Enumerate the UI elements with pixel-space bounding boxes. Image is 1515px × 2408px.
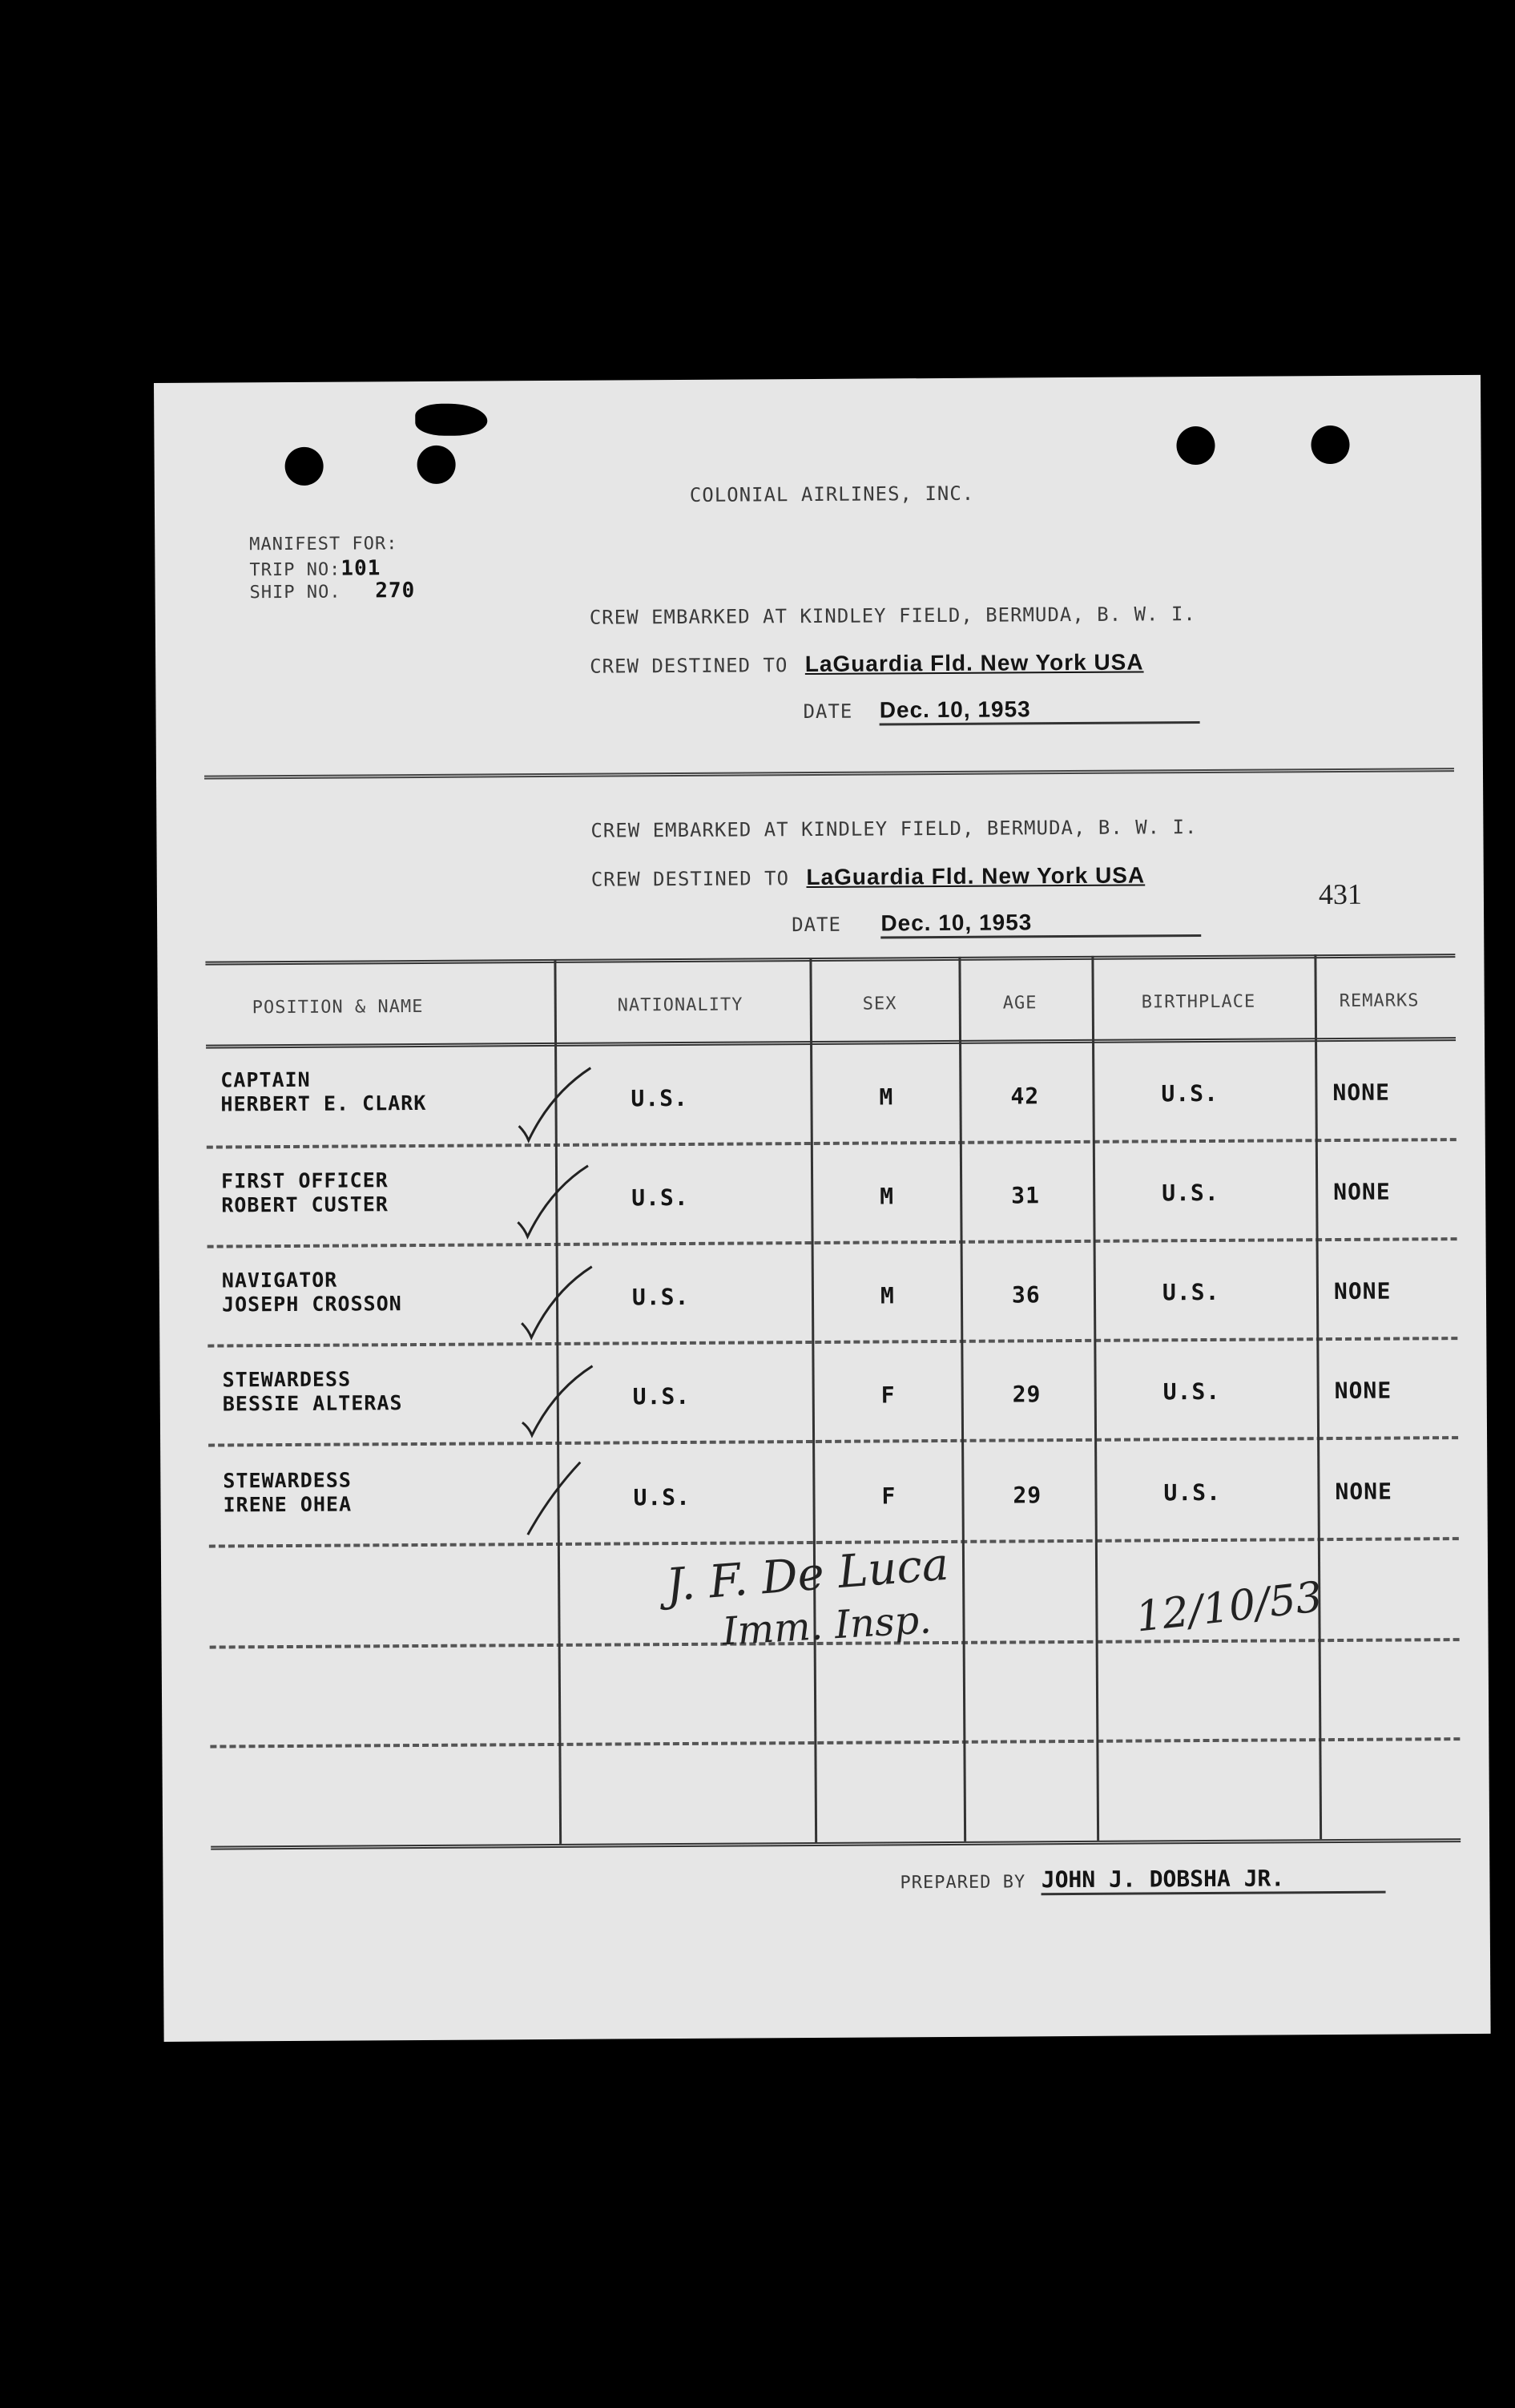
row1-birthplace: U.S.: [1161, 1079, 1219, 1107]
section1-date: Dec. 10, 1953: [880, 696, 1200, 725]
row1-name: HERBERT E. CLARK: [220, 1091, 427, 1116]
column-divider-5: [1314, 954, 1322, 1839]
row3-nationality: U.S.: [631, 1283, 690, 1311]
row5-nationality: U.S.: [633, 1483, 691, 1511]
prepared-by-line: [900, 1865, 1386, 1897]
ship-number-line: [250, 579, 416, 603]
row-divider-2: [208, 1237, 1457, 1248]
row4-remarks: NONE: [1334, 1377, 1392, 1405]
section2-destined-label: CREW DESTINED TO: [590, 867, 790, 891]
row4-nationality: U.S.: [632, 1382, 691, 1410]
ship-number: 270: [375, 579, 416, 603]
company-name: COLONIAL AIRLINES, INC.: [689, 482, 975, 506]
row1-remarks: NONE: [1332, 1079, 1390, 1107]
row1-nationality: U.S.: [631, 1084, 689, 1112]
ink-blot: [415, 403, 487, 436]
row3-remarks: NONE: [1333, 1277, 1392, 1305]
check-mark-2: [518, 1166, 589, 1237]
column-divider-3: [958, 957, 966, 1841]
section1-embarked: CREW EMBARKED AT KINDLEY FIELD, BERMUDA, B. W. I.: [589, 603, 1196, 629]
table-bottom-border: [211, 1838, 1461, 1850]
row2-birthplace: U.S.: [1162, 1179, 1219, 1207]
check-mark-4: [522, 1366, 594, 1436]
row3-age: 36: [1011, 1281, 1041, 1309]
section2-date-line: [792, 909, 1201, 939]
row-divider-3: [208, 1337, 1457, 1348]
inspector-title: Imm. Insp.: [721, 1597, 933, 1655]
manifest-document: [154, 375, 1491, 2042]
row4-age: 29: [1012, 1381, 1042, 1408]
row5-position: STEWARDESS: [223, 1468, 352, 1493]
row4-sex: F: [880, 1381, 896, 1409]
row5-remarks: NONE: [1335, 1478, 1393, 1506]
punch-hole-right: [1176, 426, 1215, 465]
trip-number-line: [249, 556, 381, 581]
prepared-by-name: JOHN J. DOBSHA JR.: [1042, 1865, 1386, 1896]
column-header-age: AGE: [1002, 993, 1038, 1014]
section2-destination: LaGuardia Fld. New York USA: [806, 862, 1146, 890]
check-mark-3: [522, 1267, 593, 1338]
row2-position: FIRST OFFICER: [220, 1168, 389, 1193]
section1-destined-label: CREW DESTINED TO: [590, 654, 788, 678]
column-header-remarks: REMARKS: [1339, 990, 1420, 1011]
check-mark-1: [518, 1068, 591, 1141]
column-header-birthplace: BIRTHPLACE: [1141, 991, 1256, 1013]
row2-nationality: U.S.: [631, 1184, 689, 1212]
column-header-nationality: NATIONALITY: [617, 994, 743, 1016]
table-header-border: [206, 1037, 1456, 1049]
row2-remarks: NONE: [1333, 1178, 1391, 1206]
punch-hole-left: [284, 447, 323, 486]
row2-sex: M: [880, 1183, 895, 1210]
row3-birthplace: U.S.: [1162, 1278, 1220, 1306]
section1-destination: LaGuardia Fld. New York USA: [804, 649, 1144, 677]
check-marks: [510, 1046, 610, 1559]
prepared-by-label: PREPARED BY: [900, 1872, 1026, 1894]
column-header-position: POSITION & NAME: [252, 996, 424, 1018]
row-divider-7: [210, 1737, 1460, 1749]
page-number: 431: [1318, 877, 1363, 911]
row4-birthplace: U.S.: [1162, 1377, 1221, 1406]
column-header-sex: SEX: [862, 994, 897, 1014]
row1-age: 42: [1010, 1083, 1040, 1110]
punch-hole-right-2: [1311, 426, 1349, 464]
row2-name: ROBERT CUSTER: [221, 1192, 389, 1217]
row1-sex: M: [879, 1083, 894, 1111]
section1-destination-line: [590, 649, 1144, 678]
section1-date-line: [803, 696, 1199, 726]
trip-number: 101: [340, 556, 381, 581]
row1-position: CAPTAIN: [220, 1067, 311, 1092]
check-mark-5: [527, 1462, 581, 1535]
row2-age: 31: [1011, 1182, 1041, 1209]
row4-position: STEWARDESS: [222, 1367, 352, 1392]
handwritten-date: 12/10/53: [1133, 1573, 1325, 1642]
manifest-for-label: MANIFEST FOR:: [249, 534, 398, 555]
section2-date-label: DATE: [792, 913, 842, 937]
row3-sex: M: [880, 1282, 895, 1309]
ship-label: SHIP NO.: [249, 582, 341, 603]
row5-age: 29: [1013, 1482, 1042, 1509]
row-divider-4: [208, 1436, 1458, 1447]
row3-name: JOSEPH CROSSON: [221, 1292, 402, 1317]
section2-embarked: CREW EMBARKED AT KINDLEY FIELD, BERMUDA, B. W. I.: [590, 816, 1198, 842]
section2-destination-line: [591, 862, 1146, 891]
section1-date-label: DATE: [803, 700, 853, 724]
row5-birthplace: U.S.: [1163, 1478, 1222, 1507]
column-divider-2: [809, 958, 817, 1842]
row3-position: NAVIGATOR: [221, 1268, 338, 1293]
row5-sex: F: [881, 1482, 897, 1510]
inspector-signature: J. F. De Luca: [664, 1538, 951, 1612]
punch-hole-left-2: [417, 446, 455, 484]
row5-name: IRENE OHEA: [223, 1492, 353, 1517]
column-divider-4: [1091, 956, 1099, 1841]
trip-label: TRIP NO:: [249, 559, 341, 581]
section2-date: Dec. 10, 1953: [880, 909, 1201, 938]
section-divider: [204, 768, 1454, 780]
row-divider-1: [207, 1138, 1457, 1149]
table-top-border: [205, 954, 1455, 966]
row4-name: BESSIE ALTERAS: [222, 1391, 403, 1416]
